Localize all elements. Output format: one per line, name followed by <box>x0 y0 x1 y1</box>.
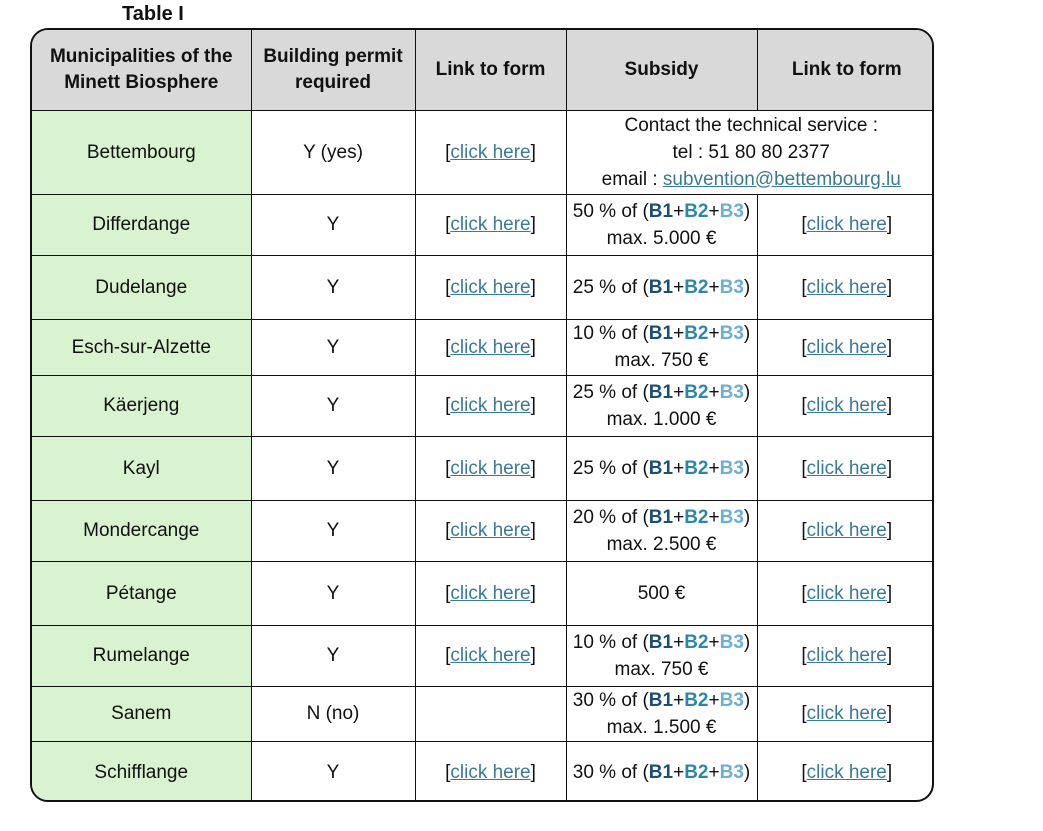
click-here-link[interactable]: click here <box>806 395 887 416</box>
bracket-open: [ <box>801 336 807 358</box>
click-here-link[interactable]: click here <box>450 582 531 604</box>
form-link-cell <box>415 110 566 194</box>
form-link-cell <box>415 741 566 802</box>
bracket-open: [ <box>445 761 451 783</box>
bracket-close: ] <box>530 214 536 235</box>
subsidy-formula <box>571 274 753 301</box>
click-here-link[interactable]: click here <box>806 582 887 604</box>
permit-cell: Y <box>251 255 415 319</box>
permit-cell: Y <box>251 194 415 255</box>
subsidy-link-cell <box>757 194 934 255</box>
formula-b1: B1 <box>648 323 674 344</box>
click-here-link[interactable]: click here <box>450 395 531 416</box>
formula-b1: B1 <box>648 457 674 479</box>
click-here-link[interactable]: click here <box>806 761 887 783</box>
click-here-link[interactable]: click here <box>450 276 531 298</box>
formula-b2: B2 <box>684 276 709 298</box>
bracket-open: [ <box>801 645 807 666</box>
bracket-close: ] <box>886 276 893 298</box>
formula-plus: + <box>708 506 720 528</box>
form-link-cell <box>415 436 566 500</box>
subsidy-percent: 20 <box>572 506 594 528</box>
permit-cell: N (no) <box>251 686 415 741</box>
bracket-close: ] <box>530 141 536 163</box>
formula-b1: B1 <box>648 689 674 711</box>
bracket-close: ] <box>530 336 536 358</box>
form-link-cell <box>415 625 566 686</box>
formula-b1: B1 <box>648 631 674 653</box>
click-here-link[interactable]: click here <box>806 214 887 235</box>
formula-b1: B1 <box>648 381 674 403</box>
subsidy-percent: 10 <box>572 631 594 653</box>
municipality-cell: Kayl <box>32 436 251 500</box>
subsidy-formula <box>571 759 753 786</box>
table-row <box>32 375 934 436</box>
municipality-cell: Rumelange <box>32 625 251 686</box>
table-row <box>32 625 934 686</box>
formula-plus: + <box>708 200 720 222</box>
subsidy-table <box>30 28 934 802</box>
formula-b2: B2 <box>684 631 709 653</box>
click-here-link[interactable]: click here <box>806 645 887 666</box>
bracket-open: [ <box>801 582 807 604</box>
subsidy-link-cell <box>757 500 934 561</box>
bracket-open: [ <box>801 520 807 541</box>
subsidy-link-cell <box>757 319 934 375</box>
subsidy-formula <box>571 455 753 482</box>
formula-suffix: ) <box>743 761 751 783</box>
bracket-open: [ <box>445 395 451 416</box>
formula-suffix: ) <box>743 689 751 711</box>
permit-cell: Y <box>251 500 415 561</box>
table-row <box>32 436 934 500</box>
formula-prefix: % of ( <box>599 276 649 298</box>
contact-line: Contact the technical service : <box>624 114 878 136</box>
bracket-open: [ <box>445 457 451 479</box>
subsidy-max: max. 1.000 € <box>606 408 717 430</box>
form-link-cell <box>415 686 566 741</box>
bracket-open: [ <box>445 214 451 235</box>
table-row <box>32 561 934 625</box>
bracket-close: ] <box>530 520 536 541</box>
subsidy-formula <box>571 504 753 531</box>
formula-plus: + <box>673 631 685 653</box>
formula-plus: + <box>673 276 685 298</box>
subsidy-cell <box>566 375 757 436</box>
formula-plus: + <box>708 631 720 653</box>
bracket-open: [ <box>445 276 451 298</box>
formula-b1: B1 <box>648 200 674 222</box>
header-subsidy: Subsidy <box>566 30 757 110</box>
formula-prefix: % of ( <box>599 689 649 711</box>
click-here-link[interactable]: click here <box>806 520 887 541</box>
formula-b3: B3 <box>719 200 744 222</box>
bracket-close: ] <box>886 761 893 783</box>
bracket-close: ] <box>530 645 536 666</box>
formula-prefix: % of ( <box>599 200 649 222</box>
formula-prefix: % of ( <box>599 761 649 783</box>
formula-suffix: ) <box>743 323 751 344</box>
bracket-close: ] <box>886 336 893 358</box>
subsidy-cell <box>566 319 757 375</box>
form-link-cell <box>415 319 566 375</box>
bracket-close: ] <box>530 582 536 604</box>
formula-suffix: ) <box>743 276 751 298</box>
subsidy-formula <box>571 629 753 656</box>
subsidy-formula <box>571 687 753 714</box>
click-here-link[interactable]: click here <box>450 336 531 358</box>
subsidy-max: max. 2.500 € <box>606 533 717 555</box>
bracket-open: [ <box>801 276 807 298</box>
formula-b3: B3 <box>719 276 744 298</box>
bracket-open: [ <box>801 761 807 783</box>
subsidy-cell <box>566 255 757 319</box>
formula-b2: B2 <box>684 457 709 479</box>
bracket-close: ] <box>530 457 536 479</box>
formula-plus: + <box>673 381 685 403</box>
subsidy-percent: 25 <box>572 381 594 403</box>
click-here-link[interactable]: click here <box>806 457 887 479</box>
municipality-cell: Bettembourg <box>32 110 251 194</box>
subsidy-percent: 25 <box>572 457 594 479</box>
subsidy-percent: 25 <box>572 276 594 298</box>
subsidy-link-cell <box>757 741 934 802</box>
subsidy-cell <box>566 561 757 625</box>
form-link-cell <box>415 375 566 436</box>
subsidy-link-cell <box>757 255 934 319</box>
permit-cell: Y <box>251 625 415 686</box>
formula-plus: + <box>673 761 685 783</box>
subsidy-cell <box>566 194 757 255</box>
table-row <box>32 319 934 375</box>
click-here-link[interactable]: click here <box>806 336 887 358</box>
formula-b2: B2 <box>684 381 709 403</box>
bracket-close: ] <box>886 582 893 604</box>
formula-plus: + <box>708 689 720 711</box>
formula-plus: + <box>708 276 720 298</box>
formula-b3: B3 <box>719 631 744 653</box>
municipality-cell: Pétange <box>32 561 251 625</box>
bracket-open: [ <box>445 520 451 541</box>
bracket-close: ] <box>886 457 893 479</box>
formula-prefix: % of ( <box>599 631 649 653</box>
formula-prefix: % of ( <box>599 457 649 479</box>
subsidy-cell <box>566 686 757 741</box>
formula-b3: B3 <box>719 457 744 479</box>
subsidy-formula <box>571 320 753 347</box>
subsidy-max: max. 750 € <box>614 658 709 680</box>
subsidy-link-cell <box>757 686 934 741</box>
click-here-link[interactable]: click here <box>450 141 531 163</box>
table-row <box>32 194 934 255</box>
permit-cell: Y <box>251 375 415 436</box>
formula-suffix: ) <box>743 506 751 528</box>
header-link-to-form: Link to form <box>415 30 566 110</box>
formula-b3: B3 <box>719 761 744 783</box>
permit-cell: Y <box>251 561 415 625</box>
table-caption: Table I <box>122 3 184 25</box>
municipality-cell: Schifflange <box>32 741 251 802</box>
form-link-cell <box>415 561 566 625</box>
bracket-open: [ <box>445 336 451 358</box>
subsidy-amount: 500 € <box>637 582 686 604</box>
bracket-open: [ <box>445 141 451 163</box>
bracket-close: ] <box>530 395 536 416</box>
permit-cell: Y <box>251 436 415 500</box>
subsidy-percent: 30 <box>572 761 594 783</box>
form-link-cell <box>415 194 566 255</box>
permit-cell: Y <box>251 741 415 802</box>
permit-cell: Y (yes) <box>251 110 415 194</box>
bracket-close: ] <box>886 703 893 724</box>
bracket-open: [ <box>801 395 807 416</box>
subsidy-max: max. 750 € <box>614 350 709 371</box>
formula-prefix: % of ( <box>599 506 649 528</box>
formula-plus: + <box>673 506 685 528</box>
municipality-cell: Sanem <box>32 686 251 741</box>
formula-b2: B2 <box>684 323 709 344</box>
subsidy-cell <box>566 436 757 500</box>
formula-plus: + <box>708 381 720 403</box>
formula-b2: B2 <box>684 506 709 528</box>
formula-plus: + <box>708 323 720 344</box>
email-label: email : <box>601 168 663 190</box>
bracket-close: ] <box>530 276 536 298</box>
formula-suffix: ) <box>743 631 751 653</box>
header-municipality: Municipalities of the Minett Biosphere <box>32 30 251 110</box>
click-here-link[interactable]: click here <box>450 645 531 666</box>
formula-b3: B3 <box>719 323 744 344</box>
subsidy-cell <box>566 741 757 802</box>
formula-b2: B2 <box>684 689 709 711</box>
table-row <box>32 686 934 741</box>
formula-prefix: % of ( <box>599 381 649 403</box>
permit-cell: Y <box>251 319 415 375</box>
click-here-link[interactable]: click here <box>450 214 531 235</box>
formula-plus: + <box>673 200 685 222</box>
subsidy-percent: 50 <box>572 200 594 222</box>
formula-b3: B3 <box>719 381 744 403</box>
formula-suffix: ) <box>743 457 751 479</box>
formula-b1: B1 <box>648 761 674 783</box>
formula-b1: B1 <box>648 506 674 528</box>
subsidy-formula <box>571 198 753 225</box>
formula-prefix: % of ( <box>599 323 649 344</box>
subsidy-cell <box>566 625 757 686</box>
subsidy-link-cell <box>757 625 934 686</box>
table-row <box>32 110 934 194</box>
bracket-close: ] <box>530 761 536 783</box>
subsidy-max: max. 1.500 € <box>606 716 717 738</box>
formula-plus: + <box>673 689 685 711</box>
municipality-cell: Mondercange <box>32 500 251 561</box>
municipality-cell: Esch-sur-Alzette <box>32 319 251 375</box>
subsidy-percent: 30 <box>572 689 594 711</box>
click-here-link[interactable]: click here <box>450 457 531 479</box>
header-link-to-subsidy-form: Link to form <box>757 30 934 110</box>
click-here-link[interactable]: click here <box>450 520 531 541</box>
subsidy-percent: 10 <box>572 323 594 344</box>
click-here-link[interactable]: click here <box>806 703 887 724</box>
form-link-cell <box>415 255 566 319</box>
table-row <box>32 500 934 561</box>
formula-plus: + <box>673 323 685 344</box>
bracket-open: [ <box>801 457 807 479</box>
contact-phone: tel : 51 80 80 2377 <box>672 141 830 163</box>
formula-plus: + <box>673 457 685 479</box>
table-row <box>32 255 934 319</box>
subsidy-formula <box>571 379 753 406</box>
subsidy-link-cell <box>757 561 934 625</box>
subsidy-cell <box>566 500 757 561</box>
click-here-link[interactable]: click here <box>450 761 531 783</box>
formula-b3: B3 <box>719 506 744 528</box>
bracket-close: ] <box>886 395 893 416</box>
formula-b2: B2 <box>684 200 709 222</box>
formula-b1: B1 <box>648 276 674 298</box>
table-row <box>32 741 934 802</box>
formula-b3: B3 <box>719 689 744 711</box>
subsidy-link-cell <box>757 436 934 500</box>
bracket-open: [ <box>801 703 807 724</box>
municipality-cell: Differdange <box>32 194 251 255</box>
bracket-close: ] <box>886 214 893 235</box>
subsidy-link-cell <box>757 375 934 436</box>
subsidy-max: max. 5.000 € <box>606 227 717 249</box>
bracket-close: ] <box>886 520 893 541</box>
bracket-open: [ <box>801 214 807 235</box>
municipality-cell: Dudelange <box>32 255 251 319</box>
bracket-close: ] <box>886 645 893 666</box>
form-link-cell <box>415 500 566 561</box>
email-link[interactable]: subvention@bettembourg.lu <box>662 168 901 190</box>
subsidy-cell <box>566 110 934 194</box>
bracket-open: [ <box>445 645 451 666</box>
municipality-cell: Käerjeng <box>32 375 251 436</box>
click-here-link[interactable]: click here <box>806 276 887 298</box>
formula-plus: + <box>708 457 720 479</box>
formula-b2: B2 <box>684 761 709 783</box>
header-building-permit: Building permit required <box>251 30 415 110</box>
formula-suffix: ) <box>743 200 751 222</box>
formula-suffix: ) <box>743 381 751 403</box>
bracket-open: [ <box>445 582 451 604</box>
formula-plus: + <box>708 761 720 783</box>
